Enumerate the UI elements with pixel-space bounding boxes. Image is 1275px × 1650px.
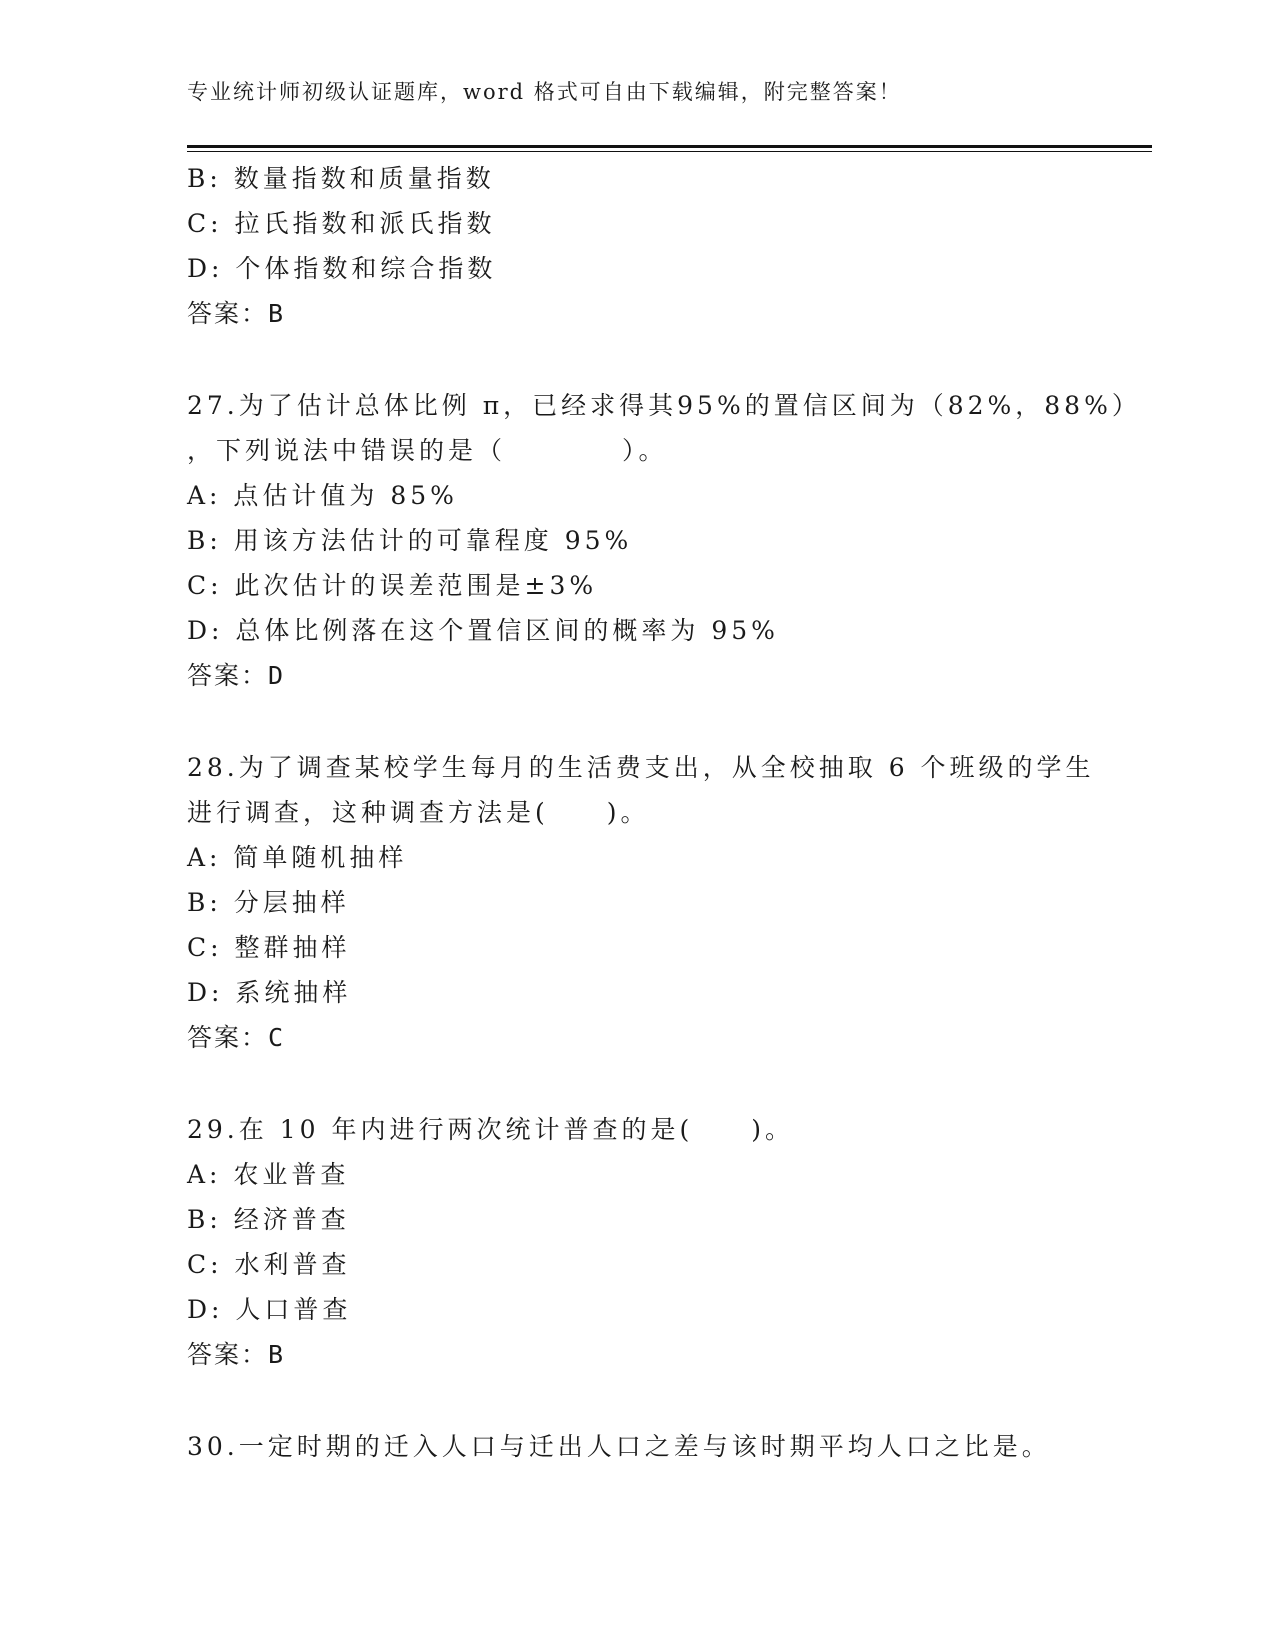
answer-label: 答案： — [187, 1340, 269, 1369]
question-stem-line: 进行调查，这种调查方法是( )。 — [187, 798, 650, 827]
question-stem-line: 28.为了调查某校学生每月的生活费支出，从全校抽取 6 个班级的学生 — [187, 753, 1095, 782]
option-a: A: 点估计值为 85% — [187, 481, 458, 510]
option-c: C: 此次估计的误差范围是±3% — [187, 571, 598, 600]
question-stem-line: ，下列说法中错误的是（ ）。 — [187, 436, 668, 465]
option-d: D: 总体比例落在这个置信区间的概率为 95% — [187, 616, 779, 645]
answer-label: 答案： — [187, 661, 269, 690]
option-b: B: 数量指数和质量指数 — [187, 164, 495, 193]
answer-label: 答案： — [187, 1023, 269, 1052]
question-gap — [187, 336, 1117, 383]
question-stem-line: 30.一定时期的迁入人口与迁出人口之差与该时期平均人口之比是。 — [187, 1432, 1051, 1461]
option-b: B: 用该方法估计的可靠程度 95% — [187, 526, 633, 555]
option-d: D: 个体指数和综合指数 — [187, 254, 497, 283]
option-c: C: 水利普查 — [187, 1250, 351, 1279]
question-26-continued — [187, 156, 1117, 336]
question-28 — [187, 745, 1117, 1060]
answer-value: B — [268, 1340, 286, 1369]
question-stem-line: 29.在 10 年内进行两次统计普查的是( )。 — [187, 1115, 794, 1144]
option-b: B: 分层抽样 — [187, 888, 350, 917]
header-divider-thick — [187, 145, 1152, 148]
question-gap — [187, 698, 1117, 745]
question-list — [187, 156, 1141, 1469]
question-30 — [187, 1424, 1117, 1469]
answer-line — [187, 1015, 1117, 1060]
header-divider-thin — [187, 151, 1152, 152]
option-b: B: 经济普查 — [187, 1205, 350, 1234]
option-c: C: 拉氏指数和派氏指数 — [187, 209, 496, 238]
answer-value: C — [268, 1023, 286, 1052]
answer-value: D — [268, 661, 286, 690]
answer-line — [187, 291, 1117, 336]
question-29 — [187, 1107, 1117, 1377]
page-header-title: 专业统计师初级认证题库，word 格式可自由下载编辑，附完整答案！ — [187, 80, 902, 104]
option-c: C: 整群抽样 — [187, 933, 351, 962]
answer-label: 答案： — [187, 299, 269, 328]
question-gap — [187, 1060, 1117, 1107]
answer-line — [187, 1332, 1117, 1377]
question-stem-line: 27.为了估计总体比例 π，已经求得其95%的置信区间为（82%，88%） — [187, 391, 1141, 420]
answer-value: B — [268, 299, 286, 328]
option-d: D: 系统抽样 — [187, 978, 352, 1007]
question-gap — [187, 1377, 1117, 1424]
answer-line — [187, 653, 1117, 698]
option-d: D: 人口普查 — [187, 1295, 352, 1324]
question-27 — [187, 383, 1141, 698]
option-a: A: 农业普查 — [187, 1160, 350, 1189]
option-a: A: 简单随机抽样 — [187, 843, 408, 872]
